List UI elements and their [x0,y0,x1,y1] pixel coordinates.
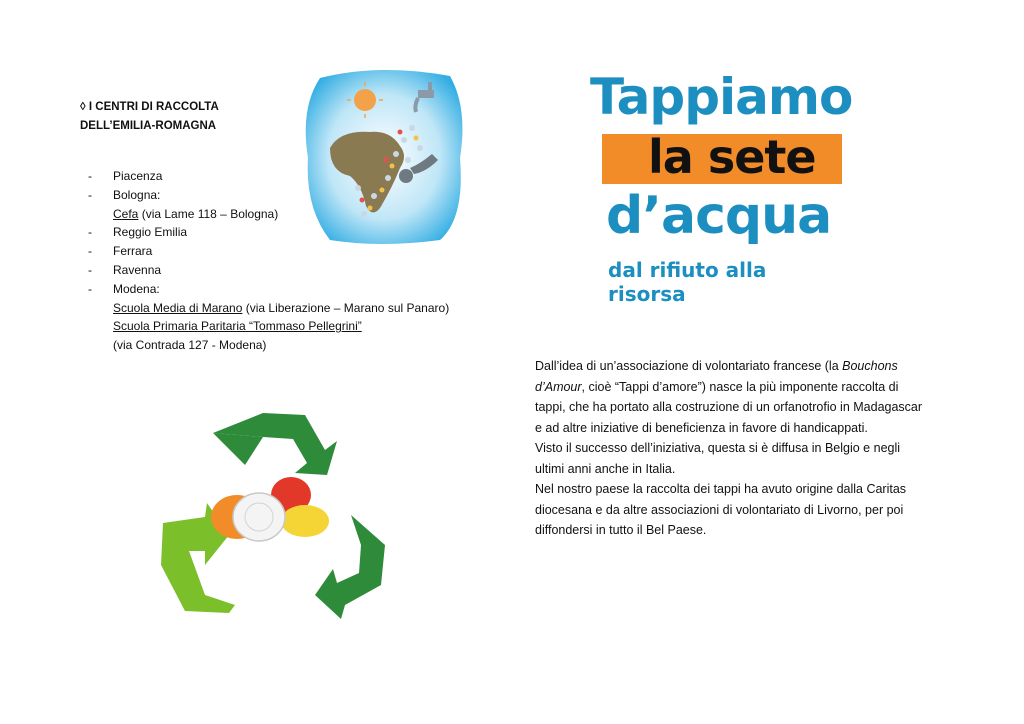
center-address: (via Contrada 127 - Modena) [113,338,267,353]
center-link-marano[interactable]: Scuola Media di Marano [113,300,243,315]
center-address: Cefa (via Lame 118 – Bologna) [113,206,279,221]
center-name: Piacenza [113,169,163,183]
center-name: Ferrara [113,244,153,259]
center-name: Reggio Emilia [113,225,188,240]
tappiamo-logo [588,68,853,306]
list-item: - Piacenza [88,169,163,183]
list-item: - Ferrara [88,244,153,259]
center-name: Bologna: [113,187,161,202]
paragraph-2: Visto il successo dell’iniziativa, questa si è diffusa in Belgio e negli ultimi anni anche in Italia. [535,441,901,476]
africa-water-illustration [300,68,465,244]
logo-line-3: d’acqua [606,186,832,246]
list-item: - Reggio Emilia [88,225,188,240]
italic-name: Bouchons d’Amour [535,359,898,394]
center-name: Modena: [113,281,160,296]
logo-line-2: la sete [648,130,816,184]
logo-line-4: dal rifiuto alla risorsa [608,258,767,306]
center-link-pellegrini[interactable]: Scuola Primaria Paritaria “Tommaso Pellegrini” [113,319,362,334]
center-link-cefa[interactable]: Cefa [113,206,139,221]
center-name: Ravenna [113,262,162,277]
description-paragraph [535,356,930,541]
list-item: - Ravenna [88,262,162,277]
paragraph-1: Dall’idea di un’associazione di volontariato francese (la Bouchons d’Amour, cioè “Tappi d’amore”) nasce la più imponente raccolta di tappi, che ha portato alla costruzione di un orfanotrofio in Madagascar e ad altre iniziative di beneficienza in favore di handicappati. [535,359,923,435]
center-address [113,317,449,336]
section-heading [80,98,219,136]
heading-line-2: DELL’EMILIA-ROMAGNA [80,120,217,132]
heading-line-1: I CENTRI DI RACCOLTA [88,101,219,113]
center-address: Scuola Media di Marano (via Liberazione – Marano sul Panaro) [113,300,450,315]
list-item: - Bologna: Cefa (via Lame 118 – Bologna) [88,186,449,224]
recycle-symbol-icon [155,405,395,627]
list-item: - Modena: Scuola Media di Marano (via Liberazione – Marano sul Panaro) Scuola Primaria Paritaria “Tommaso Pellegrini” (via Contrada 127 - Modena) [88,280,449,355]
paragraph-3: Nel nostro paese la raccolta dei tappi ha avuto origine dalla Caritas diocesana e da altre associazioni di volontariato di Livorno, per poi diffondersi in tutto il Bel Paese. [535,482,907,537]
diamond-marker: ◊ [80,101,86,113]
logo-line-1: Tappiamo [590,68,853,126]
